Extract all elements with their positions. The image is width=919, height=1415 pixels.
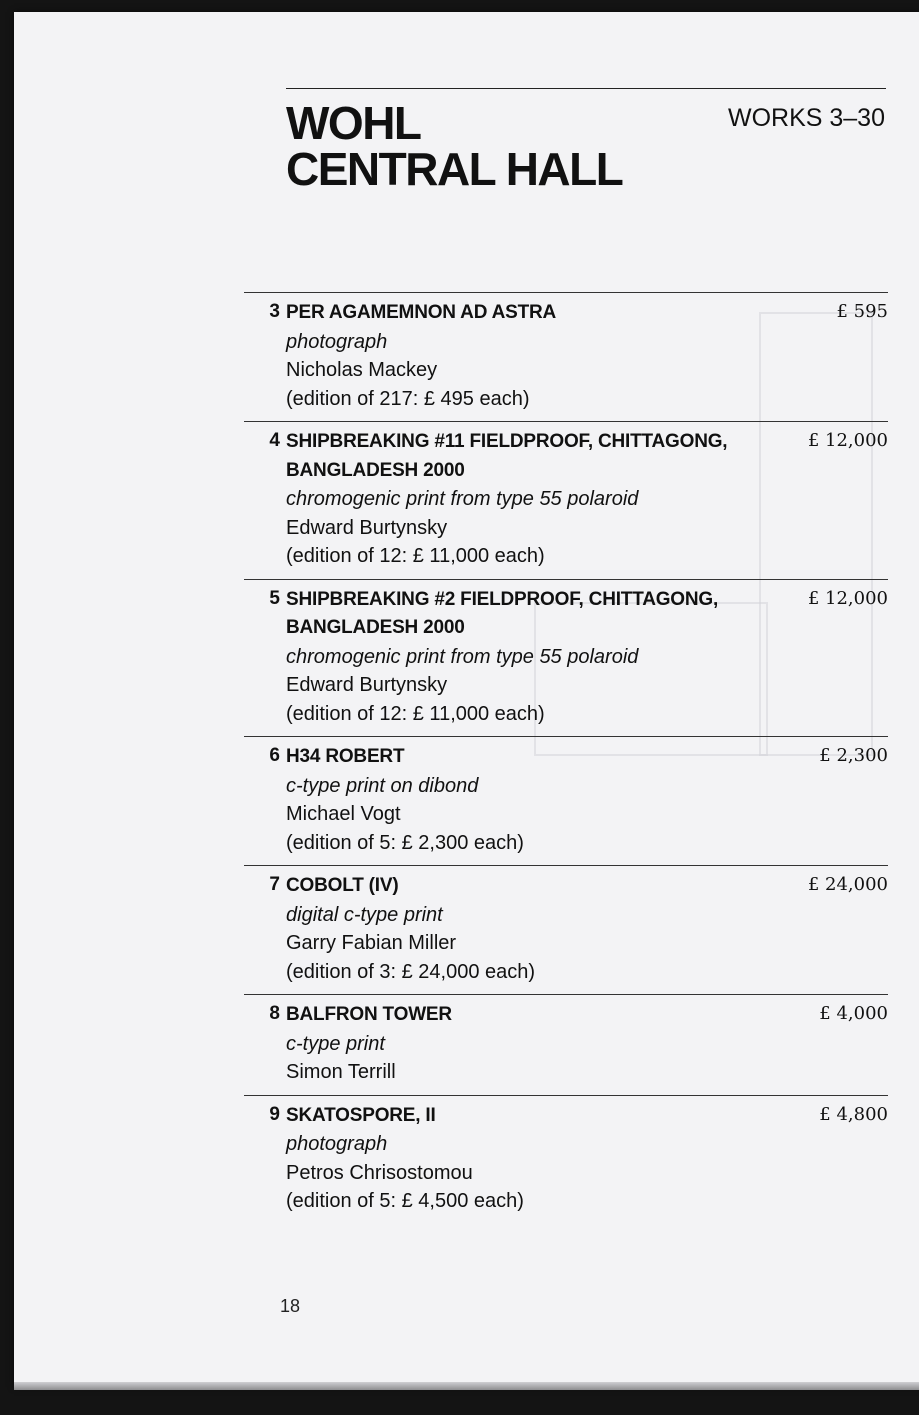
work-title: COBOLT (IV): [286, 875, 399, 896]
title-line-1: WOHL: [286, 97, 421, 149]
work-artist: Edward Burtynsky: [286, 516, 448, 539]
works-range: WORKS 3–30: [727, 104, 885, 132]
work-title: SHIPBREAKING #11 FIELDPROOF, CHITTAGONG, BANGLADESH 2000: [286, 431, 728, 481]
work-entry-8: [244, 994, 888, 1095]
work-artist: Simon Terrill: [286, 1061, 396, 1083]
work-medium: digital c-type print: [286, 903, 443, 926]
title-line-2: CENTRAL HALL: [286, 143, 623, 195]
work-number: 7: [269, 874, 280, 895]
work-medium: c-type print on dibond: [286, 774, 479, 797]
work-price: £ 24,000: [807, 874, 888, 895]
work-price: £ 595: [836, 301, 888, 322]
work-price: £ 4,800: [819, 1103, 888, 1125]
work-number: 6: [269, 745, 280, 766]
page-number: 18: [280, 1296, 301, 1316]
work-number: 9: [269, 1103, 280, 1125]
work-artist: Petros Chrisostomou: [286, 1161, 473, 1184]
work-entry-4: [244, 421, 888, 579]
work-edition: (edition of 12: £ 11,000 each): [286, 545, 545, 567]
header-rule: [286, 88, 886, 89]
work-edition: (edition of 5: £ 4,500 each): [286, 1190, 524, 1212]
catalogue-page: [14, 12, 919, 1387]
work-entry-7: [244, 865, 888, 994]
work-number: 3: [269, 301, 280, 322]
work-edition: (edition of 5: £ 2,300 each): [286, 831, 524, 854]
work-medium: c-type print: [286, 1032, 385, 1055]
work-artist: Nicholas Mackey: [286, 359, 438, 381]
work-entry-9: [244, 1095, 888, 1224]
work-number: 5: [269, 587, 280, 609]
page-edge: [14, 1382, 919, 1390]
work-edition: (edition of 12: £ 11,000 each): [286, 702, 545, 725]
work-entry-5: [244, 579, 888, 737]
work-price: £ 2,300: [819, 745, 888, 766]
work-medium: chromogenic print from type 55 polaroid: [286, 488, 639, 510]
work-medium: photograph: [286, 1133, 388, 1155]
work-title: SKATOSPORE, II: [286, 1104, 436, 1126]
works-list: [244, 292, 888, 1224]
work-price: £ 12,000: [807, 430, 888, 451]
work-artist: Edward Burtynsky: [286, 674, 448, 696]
work-edition: (edition of 217: £ 495 each): [286, 387, 530, 410]
work-edition: (edition of 3: £ 24,000 each): [286, 960, 536, 983]
work-artist: Garry Fabian Miller: [286, 932, 457, 954]
work-title: BALFRON TOWER: [286, 1004, 452, 1025]
work-medium: photograph: [286, 330, 388, 353]
work-price: £ 12,000: [807, 587, 888, 609]
work-artist: Michael Vogt: [286, 803, 401, 825]
work-title: PER AGAMEMNON AD ASTRA: [286, 302, 557, 323]
page-title: [286, 97, 623, 195]
work-entry-3: [244, 292, 888, 421]
work-number: 8: [269, 1003, 280, 1024]
work-medium: chromogenic print from type 55 polaroid: [286, 645, 639, 668]
work-title: SHIPBREAKING #2 FIELDPROOF, CHITTAGONG, BANGLADESH 2000: [286, 588, 719, 638]
work-price: £ 4,000: [819, 1003, 888, 1024]
work-number: 4: [269, 430, 280, 451]
work-title: H34 ROBERT: [286, 746, 405, 767]
work-entry-6: [244, 736, 888, 865]
